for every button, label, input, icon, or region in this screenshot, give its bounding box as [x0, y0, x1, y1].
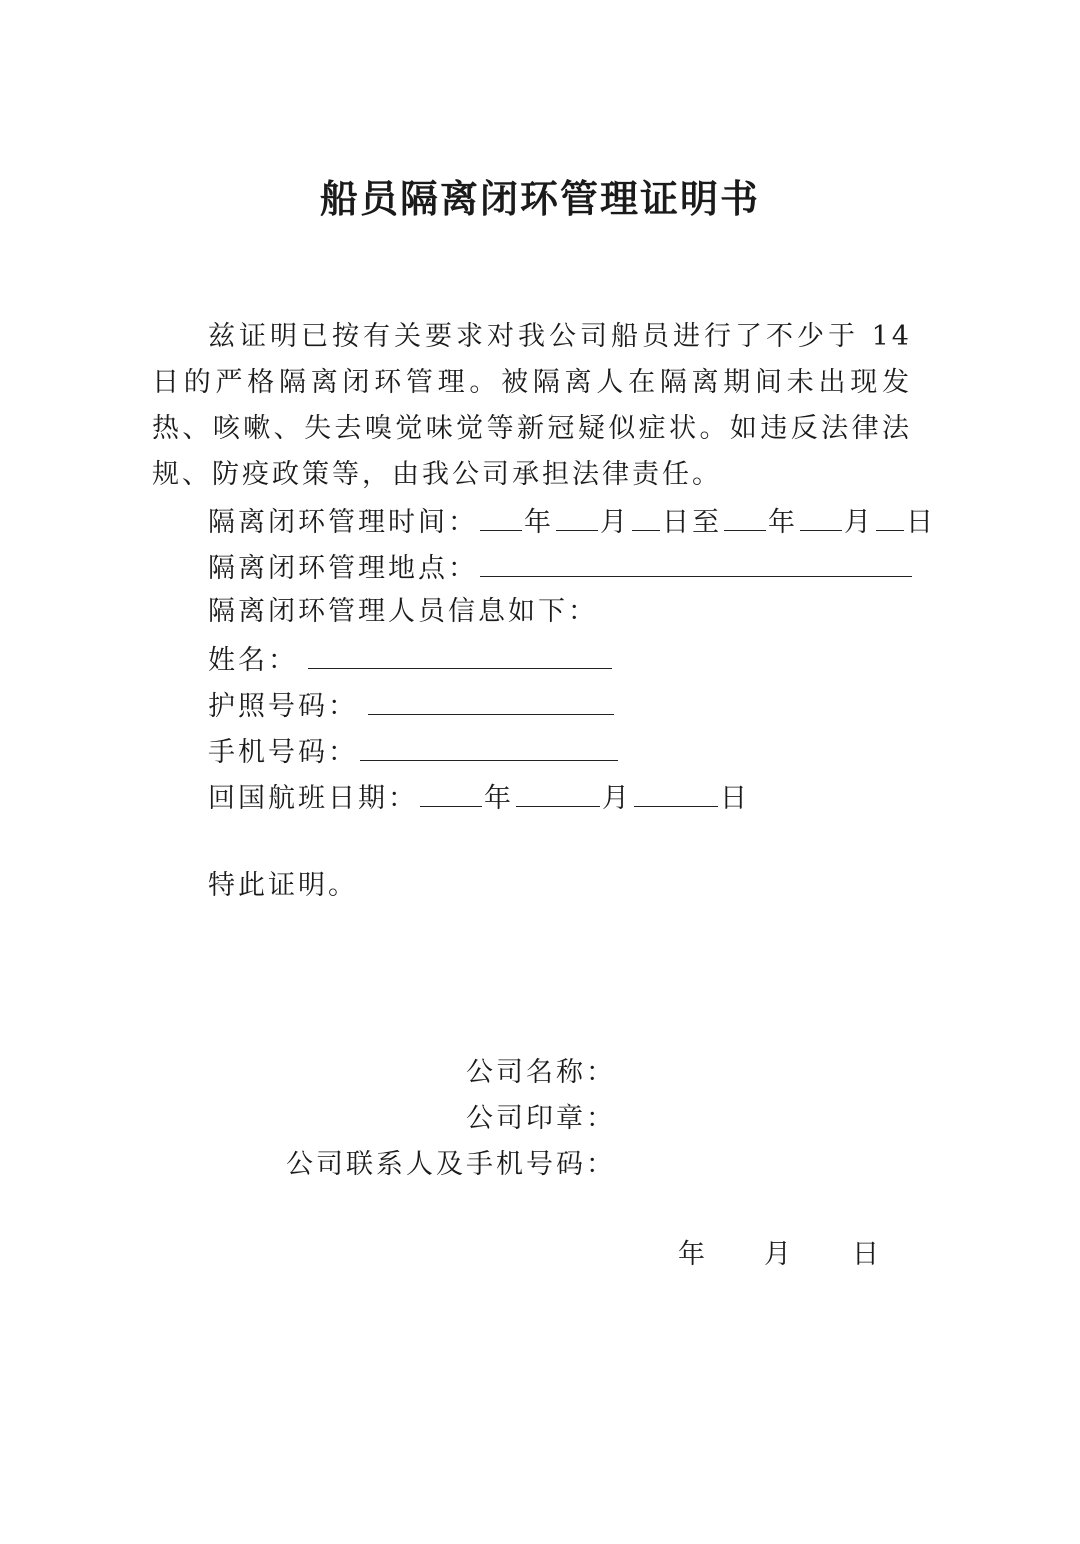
- end-month-blank[interactable]: [800, 500, 842, 531]
- unit-day: 日: [906, 507, 936, 538]
- certificate-statement: 兹证明已按有关要求对我公司船员进行了不少于 14 日的严格隔离闭环管理。被隔离人在隔离期间未出现发热、咳嗽、失去嗅觉味觉等新冠疑似症状。如违反法律法规、防疫政策等，由我公司承担法律责任。: [152, 321, 912, 490]
- unit-month: 月: [602, 783, 632, 814]
- closing-statement: 特此证明。: [208, 870, 358, 901]
- flight-date-label: 回国航班日期：: [208, 783, 418, 814]
- unit-year: 年: [524, 507, 554, 538]
- end-day-blank[interactable]: [876, 500, 904, 531]
- unit-year: 年: [484, 783, 514, 814]
- phone-blank[interactable]: [360, 730, 618, 761]
- flight-month-blank[interactable]: [516, 776, 600, 807]
- company-name-label: 公司名称：: [466, 1057, 616, 1088]
- unit-day: 日: [720, 783, 750, 814]
- company-contact-label: 公司联系人及手机号码：: [286, 1149, 616, 1180]
- phone-label: 手机号码：: [208, 737, 358, 768]
- date-day: 日: [852, 1239, 879, 1270]
- start-month-blank[interactable]: [556, 500, 598, 531]
- passport-blank[interactable]: [368, 684, 614, 715]
- name-row: [208, 638, 614, 678]
- date-year: 年: [678, 1239, 705, 1270]
- date-month: 月: [764, 1239, 791, 1270]
- document-title: 船员隔离闭环管理证明书: [319, 177, 760, 221]
- flight-year-blank[interactable]: [420, 776, 482, 807]
- flight-day-blank[interactable]: [634, 776, 718, 807]
- phone-row: [208, 730, 620, 770]
- name-label: 姓名：: [208, 645, 298, 676]
- passport-row: [208, 684, 616, 724]
- isolation-place-label: 隔离闭环管理地点：: [208, 553, 478, 584]
- passport-label: 护照号码：: [208, 691, 358, 722]
- isolation-time-row: [208, 500, 936, 540]
- start-year-blank[interactable]: [480, 500, 522, 531]
- isolation-time-label: 隔离闭环管理时间：: [208, 507, 478, 538]
- unit-month: 月: [844, 507, 874, 538]
- isolation-place-row: [208, 546, 914, 586]
- flight-date-row: [208, 776, 750, 816]
- unit-year: 年: [768, 507, 798, 538]
- unit-month: 月: [600, 507, 630, 538]
- personnel-info-heading: 隔离闭环管理人员信息如下：: [208, 596, 598, 627]
- isolation-place-blank[interactable]: [480, 546, 912, 577]
- name-blank[interactable]: [308, 638, 612, 669]
- end-year-blank[interactable]: [724, 500, 766, 531]
- unit-day-to: 日至: [662, 507, 722, 538]
- company-seal-label: 公司印章：: [466, 1103, 616, 1134]
- start-day-blank[interactable]: [632, 500, 660, 531]
